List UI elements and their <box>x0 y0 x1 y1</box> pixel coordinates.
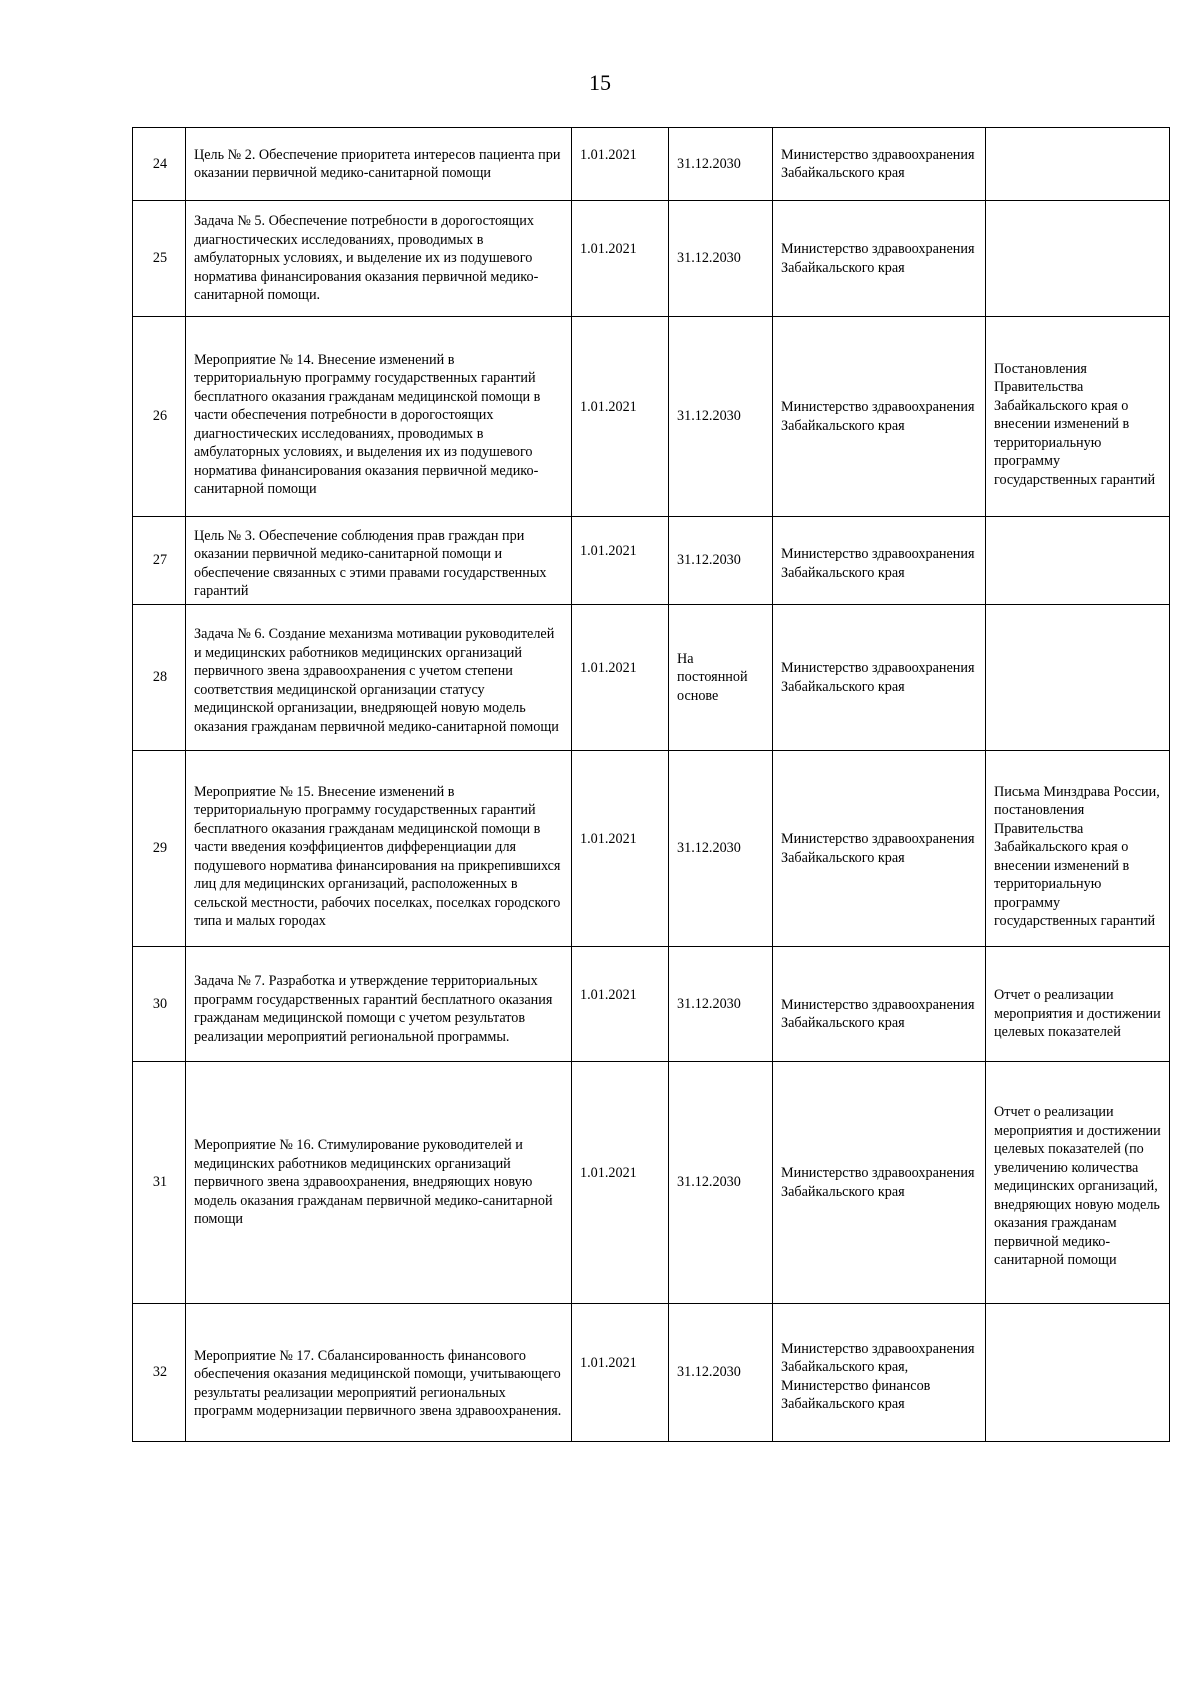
row-name: Цель № 2. Обеспечение приоритета интересов пациента при оказании первичной медико-санитарной помощи <box>186 128 572 201</box>
row-number: 26 <box>133 317 186 517</box>
row-start-date: 1.01.2021 <box>572 605 669 751</box>
row-number: 25 <box>133 201 186 317</box>
table-row <box>133 1062 1170 1304</box>
row-number: 32 <box>133 1304 186 1442</box>
row-responsible: Министерство здравоохранения Забайкальского края, Министерство финансов Забайкальского края <box>773 1304 986 1442</box>
row-end-date: На постоянной основе <box>669 605 773 751</box>
row-name: Мероприятие № 15. Внесение изменений в территориальную программу государственных гарантий бесплатного оказания гражданам медицинской помощи в части введения коэффициентов дифференциации для подушевого норматива финансирования на прикрепившихся лиц для медицинских организаций, расположенных в сельской местности, рабочих поселках, поселках городского типа и малых городах <box>186 751 572 947</box>
row-name: Цель № 3. Обеспечение соблюдения прав граждан при оказании первичной медико-санитарной помощи и обеспечение связанных с этими правами государственных гарантий <box>186 517 572 605</box>
row-end-date: 31.12.2030 <box>669 201 773 317</box>
row-end-date: 31.12.2030 <box>669 1062 773 1304</box>
row-responsible: Министерство здравоохранения Забайкальского края <box>773 128 986 201</box>
row-start-date: 1.01.2021 <box>572 201 669 317</box>
row-result: Постановления Правительства Забайкальского края о внесении изменений в территориальную программу государственных гарантий <box>986 317 1170 517</box>
table-row <box>133 605 1170 751</box>
table-row <box>133 517 1170 605</box>
row-start-date: 1.01.2021 <box>572 128 669 201</box>
row-name: Задача № 7. Разработка и утверждение территориальных программ государственных гарантий бесплатного оказания гражданам медицинской помощи с учетом результатов реализации мероприятий региональной программы. <box>186 947 572 1062</box>
row-result <box>986 605 1170 751</box>
row-number: 24 <box>133 128 186 201</box>
table-row <box>133 317 1170 517</box>
row-number: 29 <box>133 751 186 947</box>
table-row <box>133 128 1170 201</box>
row-number: 27 <box>133 517 186 605</box>
row-name: Задача № 5. Обеспечение потребности в дорогостоящих диагностических исследованиях, проводимых в амбулаторных условиях, и выделение их из подушевого норматива финансирования оказания первичной медико-санитарной помощи. <box>186 201 572 317</box>
row-result <box>986 201 1170 317</box>
table-row <box>133 751 1170 947</box>
row-start-date: 1.01.2021 <box>572 517 669 605</box>
row-responsible: Министерство здравоохранения Забайкальского края <box>773 947 986 1062</box>
row-name: Мероприятие № 17. Сбалансированность финансового обеспечения оказания медицинской помощи, учитывающего результаты реализации мероприятий региональных программ модернизации первичного звена здравоохранения. <box>186 1304 572 1442</box>
row-end-date: 31.12.2030 <box>669 1304 773 1442</box>
row-result <box>986 128 1170 201</box>
row-name: Мероприятие № 14. Внесение изменений в территориальную программу государственных гарантий бесплатного оказания гражданам медицинской помощи в части обеспечения потребности в дорогостоящих диагностических исследованиях, проводимых в амбулаторных условиях, и выделения их из подушевого норматива финансирования оказания первичной медико-санитарной помощи <box>186 317 572 517</box>
row-responsible: Министерство здравоохранения Забайкальского края <box>773 1062 986 1304</box>
row-end-date: 31.12.2030 <box>669 947 773 1062</box>
row-responsible: Министерство здравоохранения Забайкальского края <box>773 317 986 517</box>
row-responsible: Министерство здравоохранения Забайкальского края <box>773 201 986 317</box>
row-end-date: 31.12.2030 <box>669 517 773 605</box>
row-responsible: Министерство здравоохранения Забайкальского края <box>773 605 986 751</box>
row-result: Отчет о реализации мероприятия и достижении целевых показателей <box>986 947 1170 1062</box>
row-result: Письма Минздрава России, постановления Правительства Забайкальского края о внесении изменений в территориальную программу государственных гарантий <box>986 751 1170 947</box>
row-start-date: 1.01.2021 <box>572 947 669 1062</box>
row-end-date: 31.12.2030 <box>669 317 773 517</box>
row-start-date: 1.01.2021 <box>572 1062 669 1304</box>
row-end-date: 31.12.2030 <box>669 751 773 947</box>
row-result <box>986 517 1170 605</box>
row-number: 30 <box>133 947 186 1062</box>
row-result: Отчет о реализации мероприятия и достижении целевых показателей (по увеличению количества медицинских организаций, внедряющих новую модель оказания гражданам первичной медико-санитарной помощи <box>986 1062 1170 1304</box>
table-row <box>133 1304 1170 1442</box>
row-number: 31 <box>133 1062 186 1304</box>
row-responsible: Министерство здравоохранения Забайкальского края <box>773 751 986 947</box>
row-result <box>986 1304 1170 1442</box>
row-name: Задача № 6. Создание механизма мотивации руководителей и медицинских работников медицинских организаций первичного звена здравоохранения с учетом степени соответствия медицинской организации статусу медицинской организации, внедряющей новую модель оказания гражданам первичной медико-санитарной помощи <box>186 605 572 751</box>
row-name: Мероприятие № 16. Стимулирование руководителей и медицинских работников медицинских организаций первичного звена здравоохранения, внедряющих новую модель оказания гражданам первичной медико-санитарной помощи <box>186 1062 572 1304</box>
row-responsible: Министерство здравоохранения Забайкальского края <box>773 517 986 605</box>
row-end-date: 31.12.2030 <box>669 128 773 201</box>
table-row <box>133 201 1170 317</box>
table-row <box>133 947 1170 1062</box>
row-start-date: 1.01.2021 <box>572 1304 669 1442</box>
row-number: 28 <box>133 605 186 751</box>
row-start-date: 1.01.2021 <box>572 751 669 947</box>
row-start-date: 1.01.2021 <box>572 317 669 517</box>
page-number: 15 <box>589 70 611 95</box>
program-table <box>132 127 1170 1442</box>
